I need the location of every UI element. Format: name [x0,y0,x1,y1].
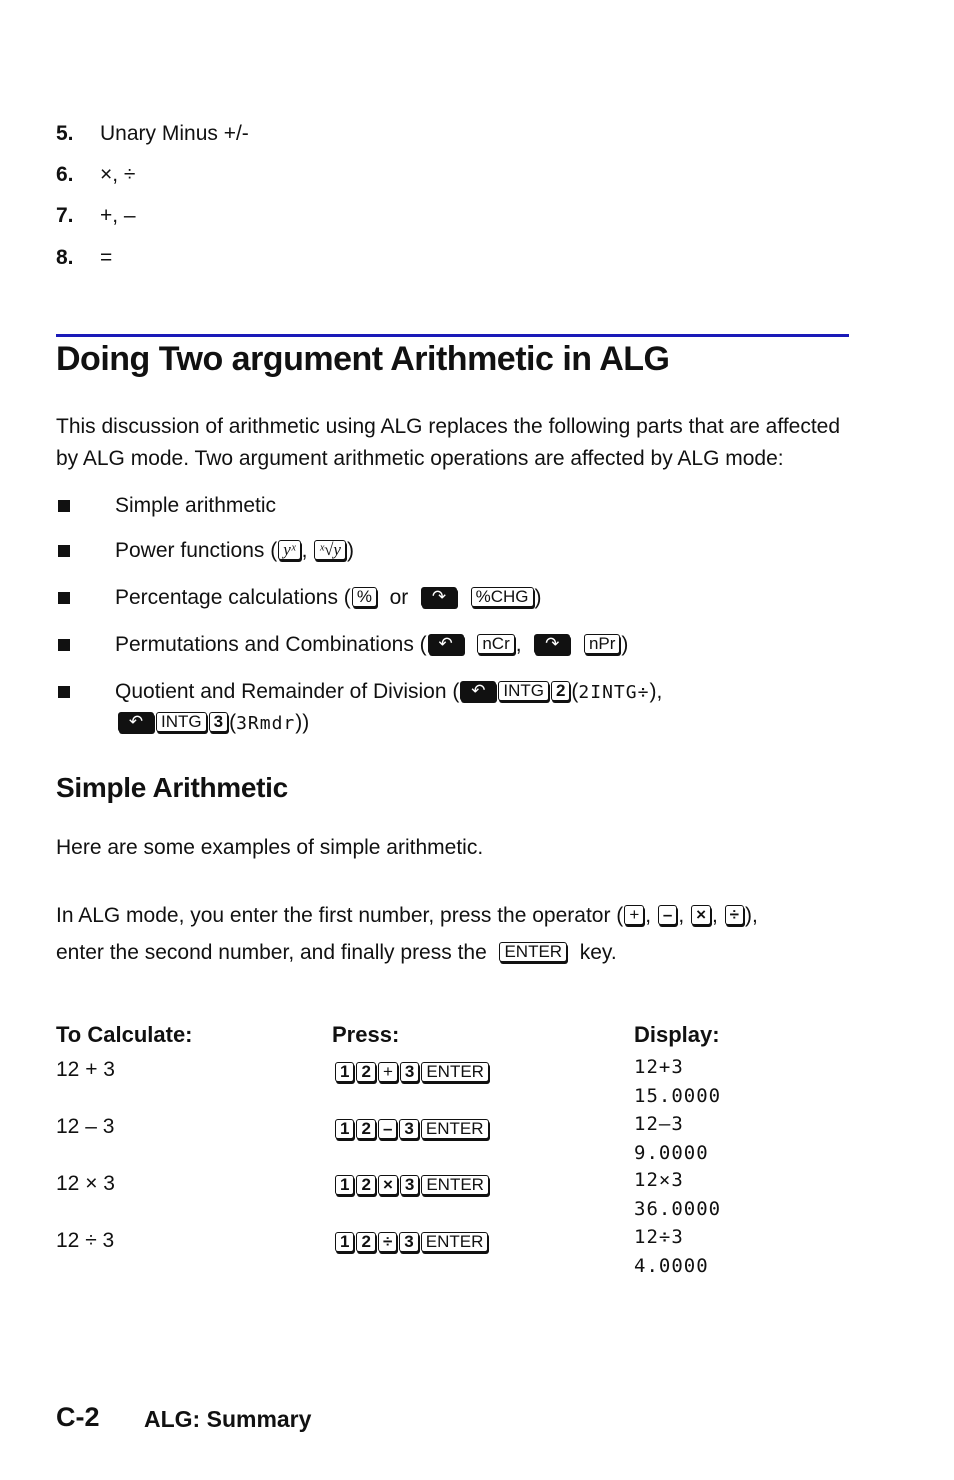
list-num: 6. [56,163,74,186]
list-text: ×, ÷ [100,163,136,186]
digit-2-key[interactable]: 2 [551,681,570,701]
list-num: 7. [56,204,74,227]
bullet-text: Permutations and Combinations ( [115,633,427,656]
bullet-text: Power functions ( [115,539,278,562]
enter-key[interactable]: ENTER [421,1175,489,1195]
bullet-text: Percentage calculations ( [115,586,351,609]
digit-3-key[interactable]: 3 [209,712,228,732]
para-alg-line-1: In ALG mode, you enter the first number, press the operator ( + , – , × , ÷ ), [56,904,758,927]
table-row-calc: 12 – 3 [56,1115,115,1138]
display-line-2: 9.0000 [634,1142,709,1164]
digit-1-key[interactable]: 1 [335,1175,354,1195]
table-row-keys [334,1114,490,1146]
minus-key[interactable]: – [378,1119,397,1139]
table-row-keys [334,1057,490,1089]
bullet-percentage: Percentage calculations ( % or ↷ %CHG ) [115,586,542,609]
right-shift-key-icon[interactable]: ↷ [534,634,570,654]
bullet-square-icon [58,639,70,651]
chapter-title: ALG: Summary [144,1406,312,1432]
npr-key[interactable]: nPr [584,634,620,654]
percent-change-key[interactable]: %CHG [471,587,534,607]
intro-line-1: This discussion of arithmetic using ALG replaces the following parts that are affected [56,415,841,438]
digit-2-key[interactable]: 2 [356,1175,375,1195]
display-line-1: 12–3 [634,1113,684,1135]
digit-2-key[interactable]: 2 [356,1232,375,1252]
divide-key[interactable]: ÷ [725,905,744,925]
table-row-calc: 12 × 3 [56,1172,115,1195]
percent-key[interactable]: % [352,587,377,607]
para-text: enter the second number, and finally press the [56,941,487,964]
digit-2-key[interactable]: 2 [356,1062,375,1082]
section-rule [56,334,849,337]
intro-line-2: by ALG mode. Two argument arithmetic operations are affected by ALG mode: [56,447,784,470]
table-row-calc: 12 + 3 [56,1058,115,1081]
bullet-simple-arithmetic: Simple arithmetic [115,494,277,517]
bullet-power-functions: Power functions ( yˣ , ˣ√y ) [115,539,354,562]
bullet-quotient-line-1: Quotient and Remainder of Division ( ↶ INTG 2 (2INTG÷), [115,680,663,703]
para-alg-line-2 [56,937,617,969]
x-root-y-key[interactable]: ˣ√y [314,540,346,560]
enter-key[interactable]: ENTER [499,942,567,962]
intg-key[interactable]: INTG [156,712,207,732]
enter-key[interactable]: ENTER [421,1232,489,1252]
left-shift-key-icon[interactable]: ↶ [460,681,496,701]
digit-2-key[interactable]: 2 [356,1119,375,1139]
list-text: = [100,246,113,269]
plus-key[interactable]: + [624,905,644,925]
bullet-quotient-line-2: ↶ INTG 3 (3Rmdr)) [117,707,309,740]
multiply-key[interactable]: × [691,905,711,925]
display-line-1: 12+3 [634,1056,684,1078]
display-line-1: 12×3 [634,1169,684,1191]
table-header-press: Press: [332,1022,400,1047]
list-num: 5. [56,122,74,145]
enter-key[interactable]: ENTER [421,1062,489,1082]
table-row-keys [334,1170,490,1202]
table-header-calculate: To Calculate: [56,1022,193,1047]
para-examples: Here are some examples of simple arithmetic. [56,836,484,859]
digit-3-key[interactable]: 3 [400,1062,419,1082]
bullet-square-icon [58,545,70,557]
enter-key[interactable]: ENTER [421,1119,489,1139]
list-text: +, – [100,204,136,227]
plus-key[interactable]: + [378,1062,398,1082]
table-row-calc: 12 ÷ 3 [56,1229,115,1252]
table-header-display: Display: [634,1022,720,1047]
table-row-keys [334,1227,489,1259]
section-title: Doing Two argument Arithmetic in ALG [56,340,670,378]
lcd-intg-text: 2INTG÷ [578,682,650,703]
left-shift-key-icon[interactable]: ↶ [118,712,154,732]
bullet-square-icon [58,500,70,512]
digit-1-key[interactable]: 1 [335,1232,354,1252]
ncr-key[interactable]: nCr [477,634,514,654]
para-text: In ALG mode, you enter the first number, press the operator ( [56,904,624,927]
digit-1-key[interactable]: 1 [335,1062,354,1082]
right-shift-key-icon[interactable]: ↷ [421,587,457,607]
minus-key[interactable]: – [658,905,677,925]
y-power-x-key[interactable]: yˣ [278,540,300,560]
subsection-title: Simple Arithmetic [56,772,288,803]
display-line-2: 15.0000 [634,1085,722,1107]
divide-key[interactable]: ÷ [378,1232,397,1252]
page-number: C-2 [56,1402,100,1432]
list-num: 8. [56,246,74,269]
digit-3-key[interactable]: 3 [399,1232,418,1252]
para-text: key. [579,941,617,964]
digit-3-key[interactable]: 3 [400,1175,419,1195]
digit-3-key[interactable]: 3 [399,1119,418,1139]
display-line-2: 4.0000 [634,1255,709,1277]
list-text: Unary Minus +/- [100,122,249,145]
multiply-key[interactable]: × [378,1175,398,1195]
or-text: or [389,586,409,609]
left-shift-key-icon[interactable]: ↶ [428,634,464,654]
display-line-1: 12÷3 [634,1226,684,1248]
bullet-square-icon [58,686,70,698]
intg-key[interactable]: INTG [498,681,549,701]
lcd-rmdr-text: 3Rmdr [236,713,296,734]
bullet-permutations: Permutations and Combinations ( ↶ nCr , ↷ nPr ) [115,633,629,656]
digit-1-key[interactable]: 1 [335,1119,354,1139]
bullet-square-icon [58,592,70,604]
bullet-text: Quotient and Remainder of Division ( [115,680,460,703]
display-line-2: 36.0000 [634,1198,722,1220]
